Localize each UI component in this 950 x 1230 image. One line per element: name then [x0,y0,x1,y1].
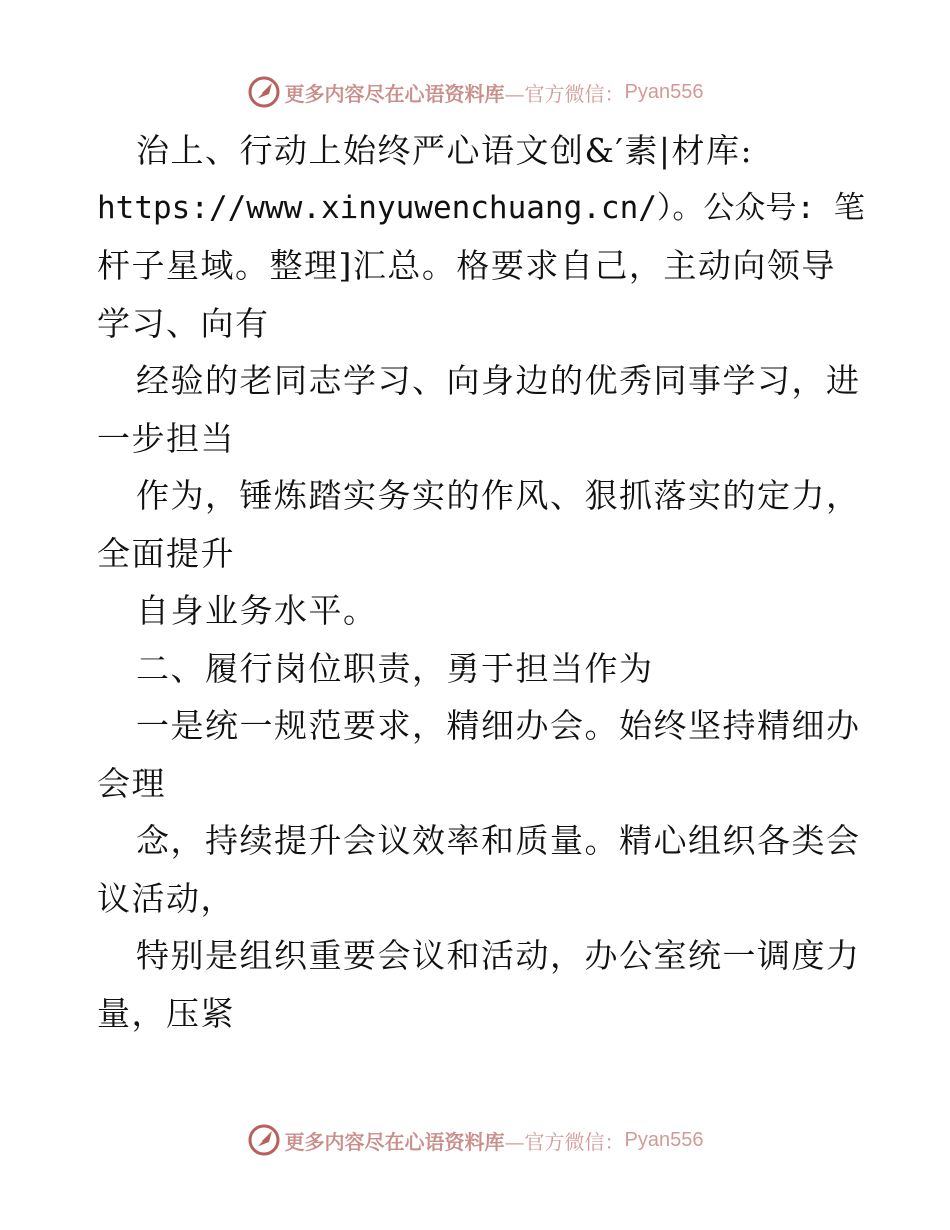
body-line: https://www.xinyuwenchuang.cn/）。公众号: 笔 [97,189,865,226]
footer-handle-text: Pyan556 [624,1128,704,1151]
header-official-text: —官方微信： [504,81,625,106]
section-heading: 二、履行岗位职责，勇于担当作为 [136,648,654,688]
body-line: 学习、向有 [97,303,270,343]
quill-logo-icon [247,75,281,109]
body-line: 全面提升 [97,533,235,573]
footer-watermark [0,1120,950,1160]
body-line: 议活动， [97,878,235,918]
header-handle-text: Pyan556 [624,80,704,103]
footer-brand-text: 更多内容尽在心语资料库 [284,1129,505,1154]
body-line: 念，持续提升会议效率和质量。精心组织各类会 [136,821,861,860]
body-line: 治上、行动上始终严心语文创&′素|材库: [136,131,754,170]
body-line: 自身业务水平。 [136,591,378,630]
document-body [97,122,865,1042]
header-brand-text: 更多内容尽在心语资料库 [284,81,505,106]
body-line: 经验的老同志学习、向身边的优秀同事学习，进 [136,361,861,400]
footer-official-text: —官方微信： [504,1129,625,1154]
body-line: 杆子星域。整理]汇总。格要求自己，主动向领导 [97,246,836,285]
body-line: 会理 [97,763,166,803]
body-line: 特别是组织重要会议和活动，办公室统一调度力 [136,936,861,975]
body-line: 一是统一规范要求，精细办会。始终坚持精细办 [136,706,861,745]
quill-logo-icon [247,1123,281,1157]
body-line: 量，压紧 [97,993,235,1033]
header-watermark [0,72,950,112]
body-line: 作为，锤炼踏实务实的作风、狠抓落实的定力， [136,476,861,515]
body-line: 一步担当 [97,418,235,458]
